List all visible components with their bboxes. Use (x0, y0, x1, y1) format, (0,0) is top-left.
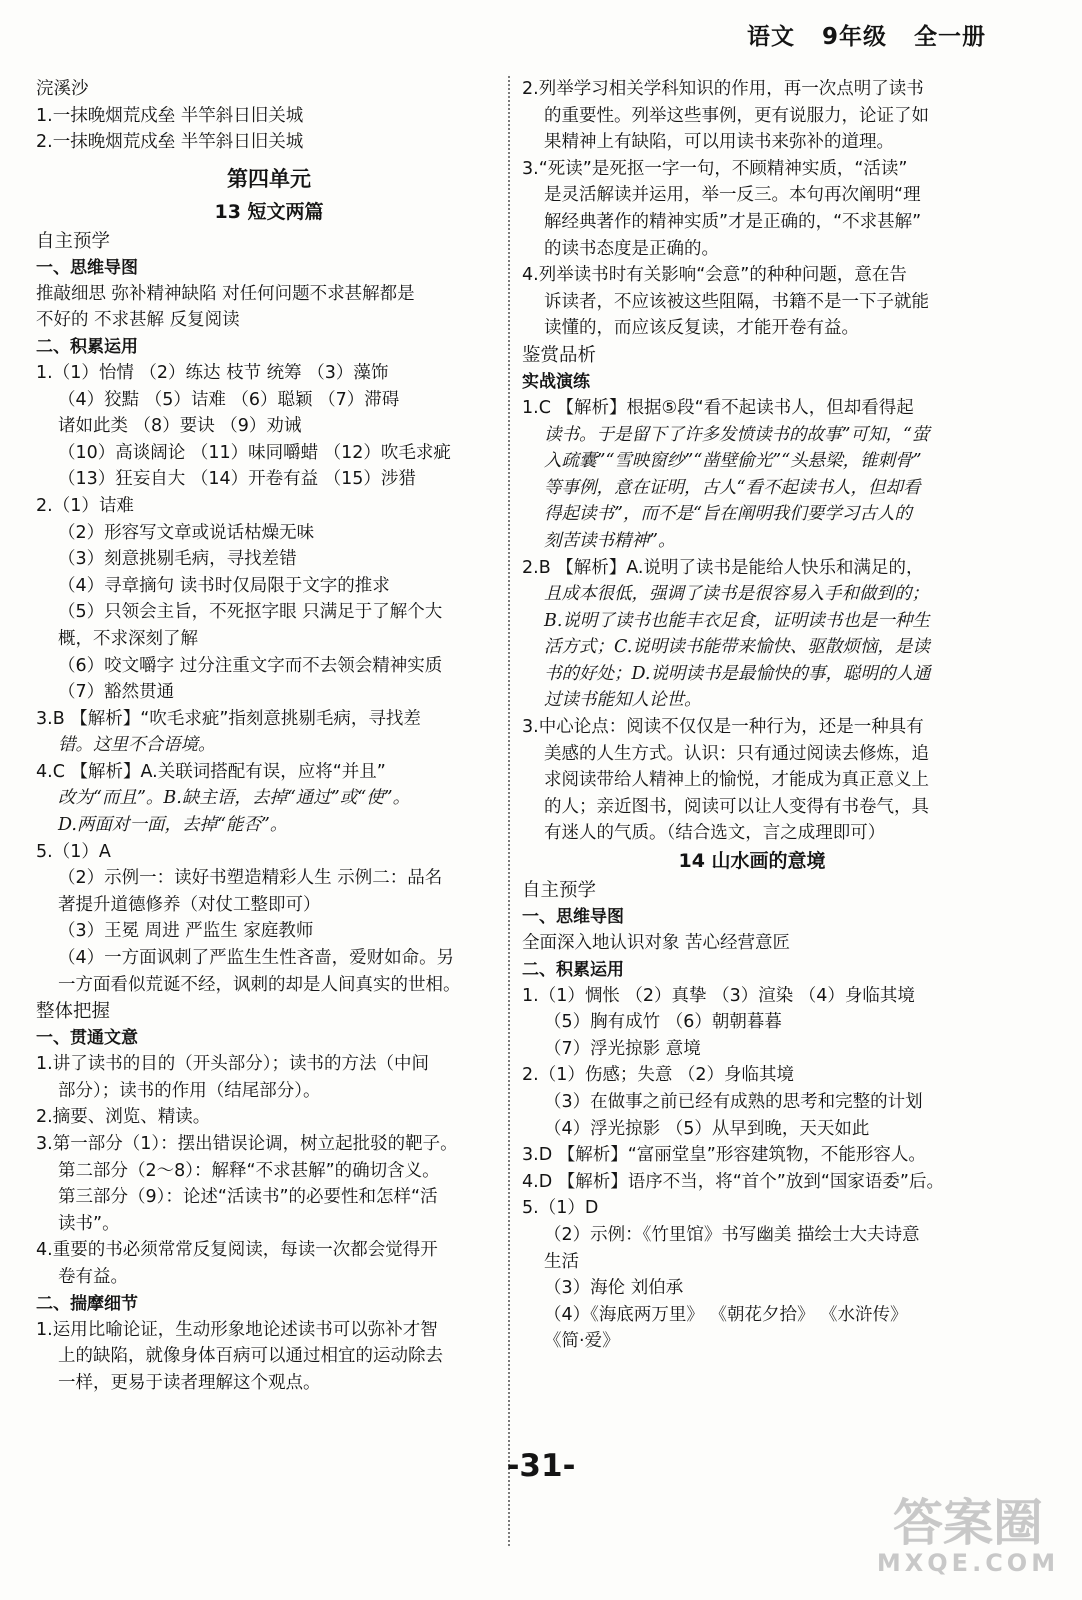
lesson-13-title: 13 短文两篇 (214, 200, 324, 223)
answer-line: 1.（1）惆怅 （2）真挚 （3）渲染 （4）身临其境 (522, 985, 915, 1006)
answer-line: 2.列举学习相关学科知识的作用，再一次点明了读书 (522, 79, 924, 99)
answer-line: 1.运用比喻论证，生动形象地论述读书可以弥补才智 (36, 1319, 438, 1340)
answer-line: 2.（1）诘难 (36, 495, 134, 516)
answer-line: 2.摘要、浏览、精读。 (36, 1107, 211, 1128)
answer-line: 的重要性。列举这些事例，更有说服力，论证了如 (544, 105, 929, 126)
answer-line: （2）形容写文章或说话枯燥无味 (58, 522, 315, 543)
answer-line: 卷有益。 (58, 1266, 128, 1287)
answer-line: 诸如此类 （8）要诀 （9）劝诫 (58, 416, 302, 437)
answer-line: 第三部分（9）：论述“活读书”的必要性和怎样“活 (58, 1187, 438, 1208)
answer-line: 3.“死读”是死抠一字一句，不顾精神实质，“活读” (522, 158, 908, 179)
subsection-through: 一、贯通文意 (36, 1028, 138, 1049)
answer-line: 3.第一部分（1）：摆出错误论调，树立起批驳的靶子。 (36, 1134, 458, 1154)
answer-line: （10）高谈阔论 （11）味同嚼蜡 （12）吹毛求疵 (58, 442, 451, 463)
subsection-practice: 实战演练 (522, 371, 590, 392)
answer-line: 4.列举读书时有关影响“会意”的种种问题，意在告 (522, 265, 907, 286)
subsection-accumulate: 二、积累运用 (522, 959, 624, 980)
answer-line: 美感的人生方式。认识：只有通过阅读去修炼，追 (544, 743, 929, 764)
page-number: -31- (506, 1448, 576, 1484)
subsection-mindmap: 一、思维导图 (522, 907, 624, 928)
right-column (522, 76, 982, 1355)
answer-line: 3.B 【解析】“吹毛求疵”指刻意挑剔毛病，寻找差 (36, 708, 421, 729)
answer-line: 部分）；读书的作用（结尾部分）。 (58, 1080, 321, 1101)
answer-line: 3.D 【解析】“富丽堂皇”形容建筑物，不能形容人。 (522, 1145, 926, 1166)
answer-line: 概，不求深刻了解 (58, 628, 198, 649)
answer-line: 5.（1）D (522, 1198, 599, 1219)
answer-line: 果精神上有缺陷，可以用读书来弥补的道理。 (544, 132, 894, 153)
answer-line: 不好的 不求甚解 反复阅读 (36, 310, 240, 331)
answer-line: 的人；亲近图书，阅读可以让人变得有书卷气，具 (544, 796, 929, 817)
answer-line: 2.（1）伤感；失意 （2）身临其境 (522, 1065, 795, 1086)
answer-line: 1.（1）怡情 （2）练达 枝节 统筹 （3）藻饰 (36, 362, 389, 383)
answer-line: （4）狡黠 （5）诘难 （6）聪颖 （7）滞碍 (58, 389, 400, 410)
answer-line: （5）只领会主旨，不死抠字眼 只满足于了解个大 (58, 602, 443, 623)
watermark-logo (868, 1494, 1068, 1584)
answer-line: 4.C 【解析】A.关联词搭配有误，应将“并且” (36, 761, 386, 782)
section-appreciate: 鉴赏品析 (522, 344, 597, 366)
lesson-14-title: 14 山水画的意境 (678, 850, 826, 873)
poem-title: 浣溪沙 (36, 79, 89, 99)
page-header: 语文 9年级 全一册 (746, 24, 986, 50)
answer-line: 1.讲了读书的目的（开头部分）；读书的方法（中间 (36, 1054, 429, 1075)
answer-line: （7）豁然贯通 (58, 682, 175, 703)
section-preview: 自主预学 (522, 880, 597, 902)
subsection-details: 二、揣摩细节 (36, 1293, 138, 1314)
answer-line: 一方面看似荒诞不经，讽刺的却是人间真实的世相。 (58, 974, 461, 995)
answer-line: 改为“而且”。B.缺主语，去掉“通过”或“使”。 (58, 788, 411, 809)
answer-line: 求阅读带给人精神上的愉悦，才能成为真正意义上 (544, 770, 929, 791)
answer-line: 解经典著作的精神实质”才是正确的，“不求甚解” (544, 211, 922, 232)
answer-line: D.两面对一面，去掉“能否”。 (58, 815, 288, 836)
answer-line: 有迷人的气质。（结合选文，言之成理即可） (544, 823, 886, 844)
answer-line: 的读书态度是正确的。 (544, 238, 719, 259)
answer-line: 得起读书”，而不是“旨在阐明我们要学习古人的 (544, 504, 912, 525)
answer-line: （3）刻意挑剔毛病，寻找差错 (58, 549, 297, 570)
answer-line: 4.D 【解析】语序不当，将“首个”放到“国家语委”后。 (522, 1171, 944, 1192)
answer-line: 3.中心论点：阅读不仅仅是一种行为，还是一种具有 (522, 717, 924, 738)
answer-line: 《简·爱》 (544, 1331, 620, 1352)
answer-line: 且成本很低，强调了读书是很容易入手和做到的； (544, 584, 929, 605)
answer-line: 错。这里不合语境。 (58, 735, 216, 756)
answer-line: 1.C 【解析】根据⑤段“看不起读书人，但却看得起 (522, 397, 914, 418)
answer-line: 生活 (544, 1251, 579, 1272)
answer-line: （4）浮光掠影 （5）从早到晚，天天如此 (544, 1118, 870, 1139)
answer-line: 过读书能知人论世。 (544, 690, 702, 711)
answer-line: 2.B 【解析】A.说明了读书是能给人快乐和满足的， (522, 557, 924, 578)
unit-title: 第四单元 (227, 166, 311, 191)
poem-answer-line: 2.一抹晚烟荒戍垒 半竿斜日旧关城 (36, 132, 304, 153)
answer-line: （2）示例：《竹里馆》书写幽美 描绘士大夫诗意 (544, 1224, 920, 1245)
poem-answer-line: 1.一抹晚烟荒戍垒 半竿斜日旧关城 (36, 105, 304, 126)
answer-line: （6）咬文嚼字 过分注重文字而不去领会精神实质 (58, 655, 443, 676)
answer-line: （3）海伦 刘伯承 (544, 1278, 684, 1299)
answer-line: 读懂的，而应该反复读，才能开卷有益。 (544, 318, 859, 339)
subsection-accumulate: 二、积累运用 (36, 336, 138, 357)
section-preview: 自主预学 (36, 230, 111, 252)
answer-line: 是灵活解读并运用，举一反三。本句再次阐明“理 (544, 185, 921, 206)
answer-line: 全面深入地认识对象 苦心经营意匠 (522, 933, 791, 954)
answer-line: 推敲细思 弥补精神缺陷 对任何问题不求甚解都是 (36, 283, 415, 304)
answer-line: 著提升道德修养（对仗工整即可） (58, 894, 321, 915)
answer-line: 入疏囊”“雪映窗纱”“凿壁偷光”“头悬梁，锥刺骨” (544, 451, 922, 472)
left-column (36, 76, 502, 1396)
answer-line: B.说明了读书也能丰衣足食，证明读书也是一种生 (544, 610, 930, 631)
answer-line: 上的缺陷，就像身体百病可以通过相宜的运动除去 (58, 1346, 443, 1367)
answer-line: 活方式；C.说明读书能带来愉快、驱散烦恼，是读 (544, 637, 930, 658)
answer-line: （5）胸有成竹 （6）朝朝暮暮 (544, 1012, 782, 1033)
answer-line: 等事例，意在证明，古人“看不起读书人，但却看 (544, 477, 921, 498)
answer-line: （4）寻章摘句 读书时仅局限于文字的推求 (58, 575, 390, 596)
answer-line: 读书。于是留下了许多发愤读书的故事”可知，“萤 (544, 424, 930, 445)
answer-line: 诉读者，不应该被这些阻隔，书籍不是一下子就能 (544, 291, 929, 312)
column-divider (508, 76, 510, 1546)
section-overall: 整体把握 (36, 1001, 111, 1023)
answer-line: （13）狂妄自大 （14）开卷有益 （15）涉猎 (58, 469, 416, 490)
answer-line: （4）《海底两万里》 《朝花夕拾》 《水浒传》 (544, 1304, 908, 1325)
answer-line: 刻苦读书精神”。 (544, 530, 676, 551)
answer-line: （3）王冕 周进 严监生 家庭教师 (58, 921, 314, 942)
answer-line: 5.（1）A (36, 841, 111, 862)
answer-line: （7）浮光掠影 意境 (544, 1038, 701, 1059)
answer-line: （3）在做事之前已经有成熟的思考和完整的计划 (544, 1092, 923, 1112)
answer-line: 4.重要的书必须常常反复阅读，每读一次都会觉得开 (36, 1240, 438, 1261)
answer-line: 书的好处；D.说明读书是最愉快的事，聪明的人通 (544, 663, 931, 684)
answer-line: 读书”。 (58, 1213, 120, 1234)
answer-line: 一样，更易于读者理解这个观点。 (58, 1372, 321, 1393)
watermark-domain-text: MXQE.COM (876, 1549, 1060, 1577)
watermark-main-text: 答案圈 (893, 1494, 1043, 1552)
subsection-mindmap: 一、思维导图 (36, 257, 138, 278)
answer-line: （2）示例一：读好书塑造精彩人生 示例二：品名 (58, 868, 443, 889)
answer-line: （4）一方面讽刺了严监生生性吝啬，爱财如命。另 (58, 948, 455, 969)
answer-line: 第二部分（2～8）：解释“不求甚解”的确切含义。 (58, 1160, 440, 1181)
